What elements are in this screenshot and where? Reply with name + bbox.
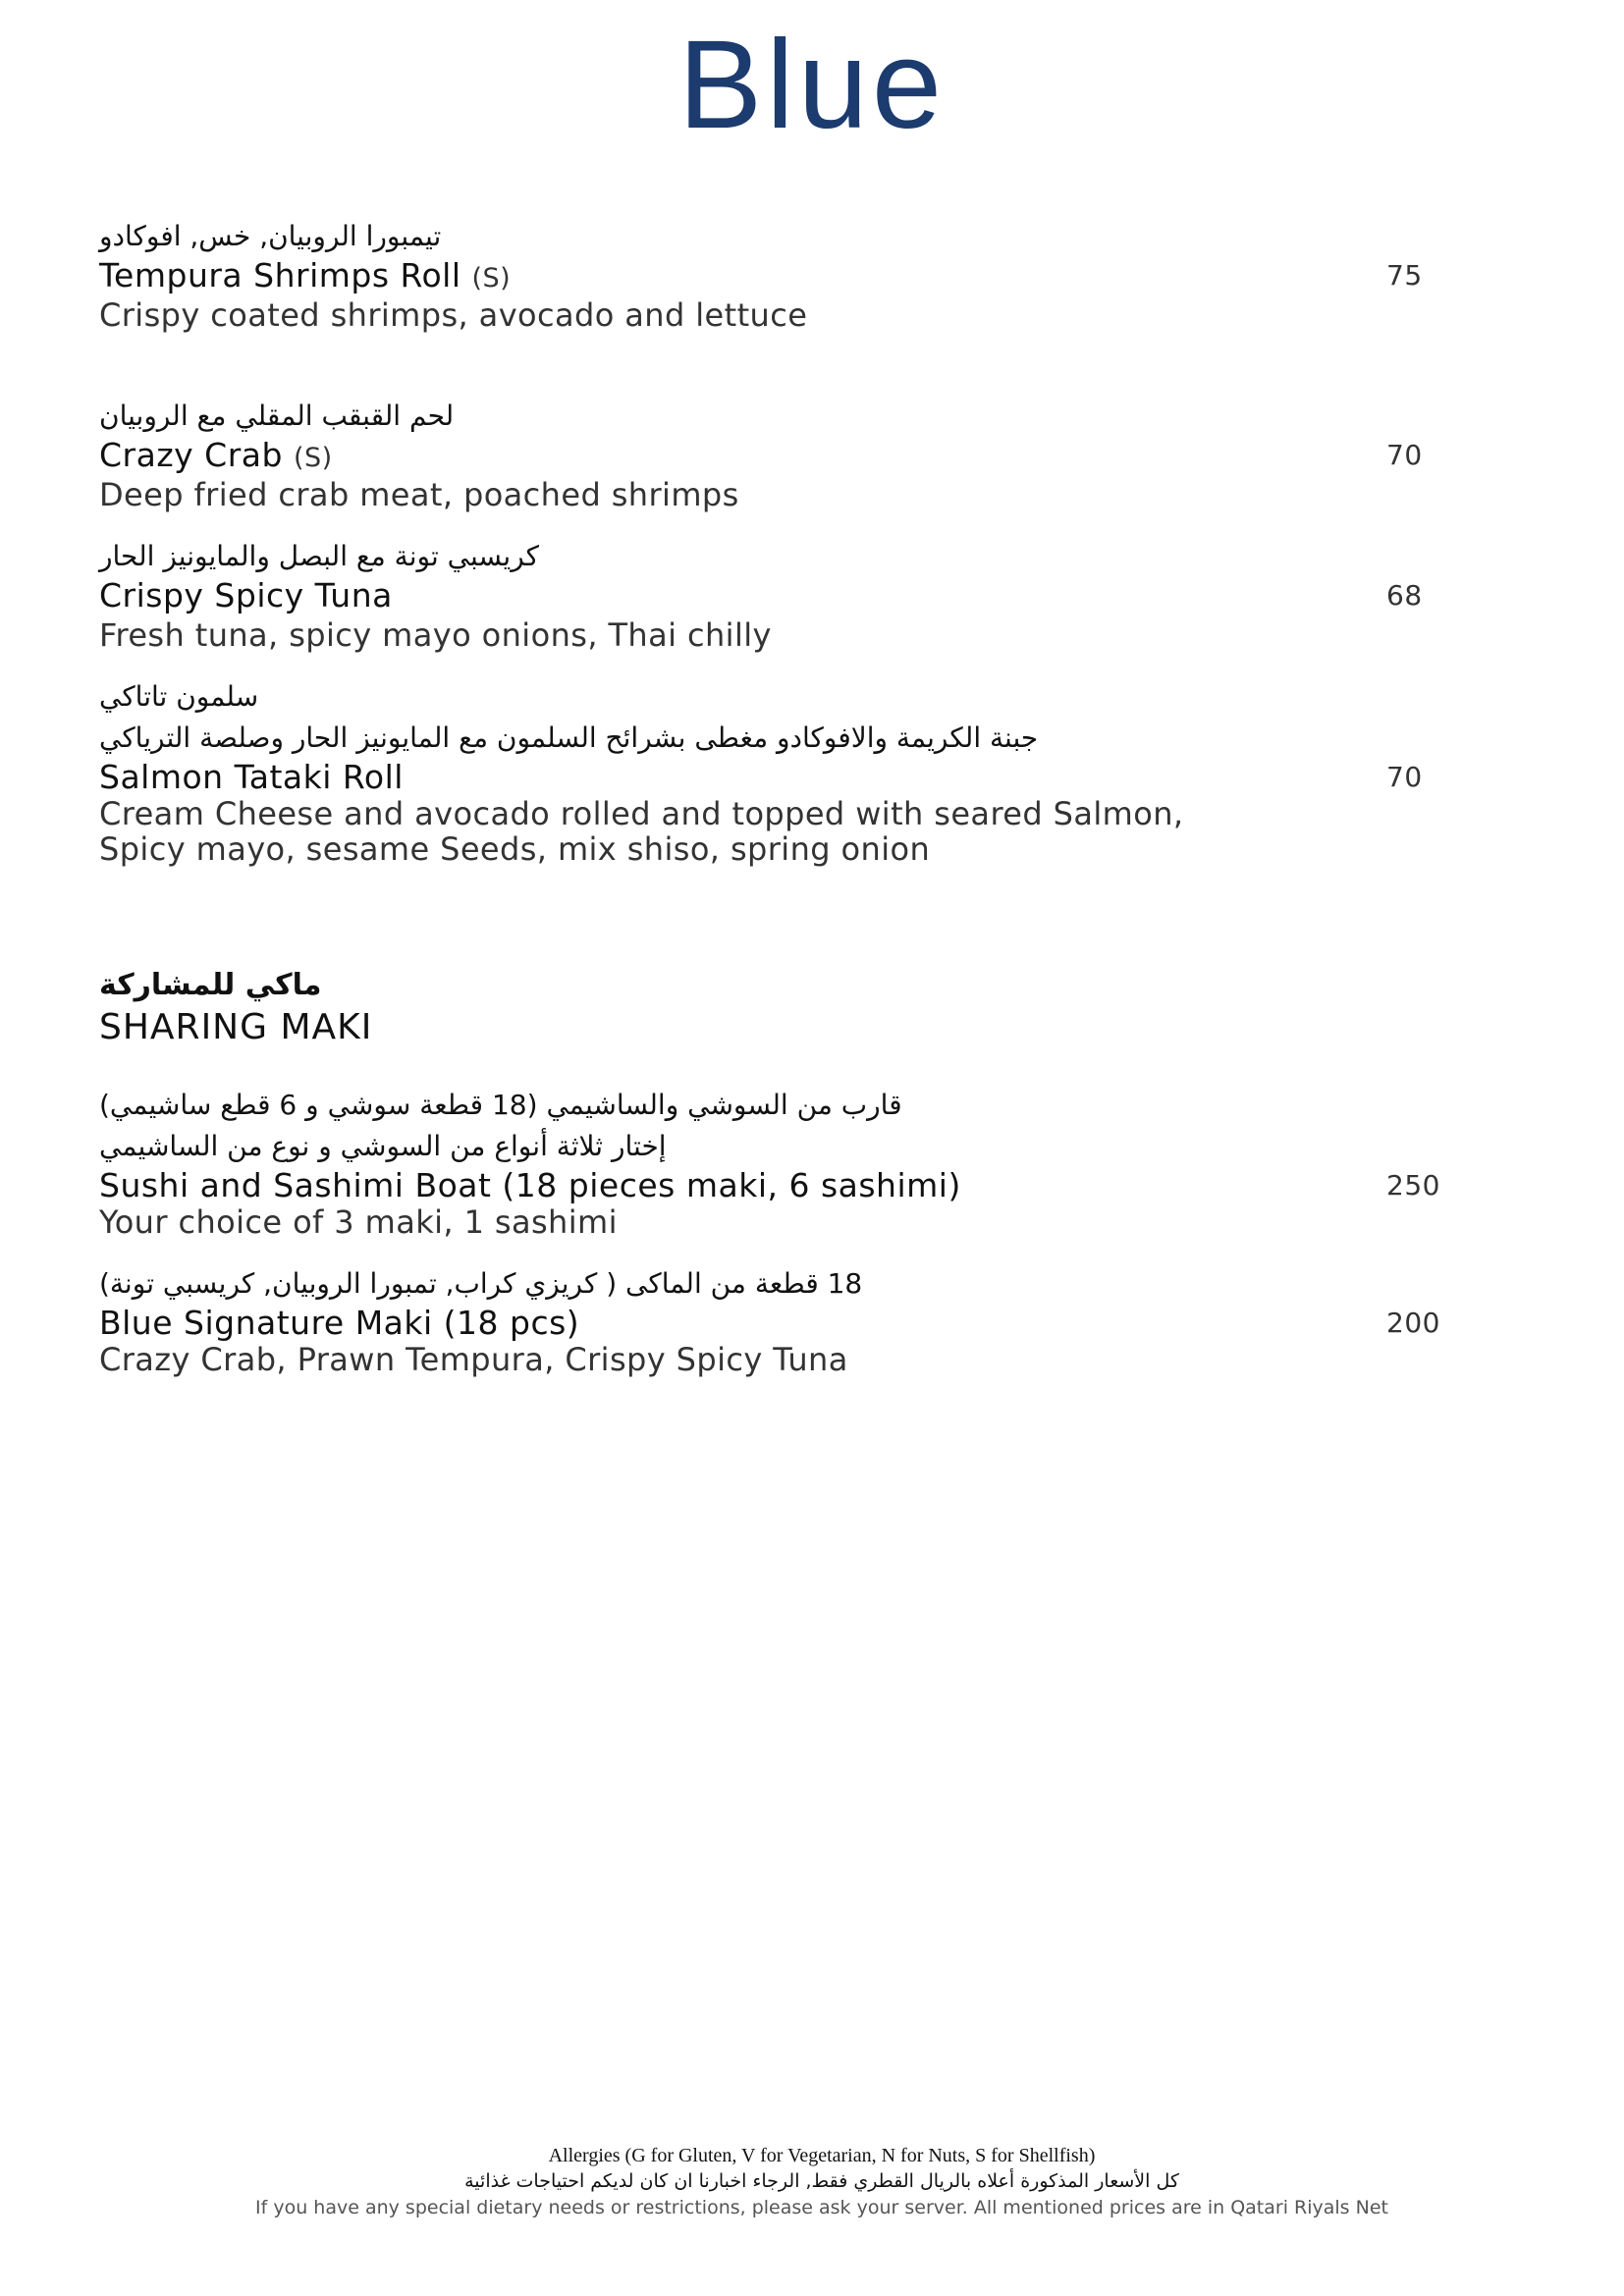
allergen-tag: (S)	[471, 263, 512, 294]
item-price: 200	[1386, 1307, 1440, 1339]
menu-content	[99, 216, 1474, 1377]
item-arabic-name	[99, 676, 1474, 759]
menu-footer	[0, 2143, 1624, 2221]
item-name-row	[99, 1167, 1474, 1204]
description-line: Deep fried crab meat, poached shrimps	[99, 476, 739, 513]
menu-item-salmon-tataki-roll	[99, 676, 1474, 867]
item-arabic-name	[99, 1085, 1474, 1167]
description-line: Spicy mayo, sesame Seeds, mix shiso, spring onion	[99, 830, 931, 868]
description-line: Crazy Crab, Prawn Tempura, Crispy Spicy Tuna	[99, 1341, 848, 1378]
item-arabic-name	[99, 396, 1474, 437]
menu-item-crispy-spicy-tuna	[99, 536, 1474, 653]
menu-item-crazy-crab	[99, 396, 1474, 512]
description-line: Fresh tuna, spicy mayo onions, Thai chilly	[99, 616, 772, 654]
allergies-note: Allergies (G for Gluten, V for Vegetarian, N for Nuts, S for Shellfish)	[548, 2145, 1096, 2166]
arabic-line: تيمبورا الروبيان, خس, افوكادو	[99, 220, 442, 252]
arabic-line: لحم القبقب المقلي مع الروبيان	[99, 400, 455, 432]
item-price: 70	[1386, 439, 1423, 471]
item-price: 70	[1386, 761, 1423, 793]
item-name-row	[99, 257, 1474, 297]
item-description	[99, 297, 1474, 333]
section-arabic-title: ماكي للمشاركة	[99, 968, 322, 1002]
menu-item-blue-signature-maki	[99, 1263, 1474, 1377]
item-arabic-name	[99, 536, 1474, 577]
item-arabic-name	[99, 216, 1474, 257]
section-sharing-maki	[99, 965, 1474, 1049]
arabic-line: كريسبي تونة مع البصل والمايونيز الحار	[99, 540, 539, 572]
item-description	[99, 1342, 1474, 1377]
menu-item-sushi-sashimi-boat	[99, 1085, 1474, 1240]
allergen-tag: (S)	[293, 443, 333, 473]
arabic-line: 18 قطعة من الماكى ( كريزي كراب, تمبورا الروبيان, كريسبي تونة)	[99, 1267, 863, 1300]
description-line: Your choice of 3 maki, 1 sashimi	[99, 1203, 618, 1241]
arabic-pricing-note: كل الأسعار المذكورة أعلاه بالريال القطري فقط, الرجاء اخبارنا ان كان لديكم احتياجات غذائية	[464, 2170, 1179, 2192]
item-price: 250	[1386, 1169, 1440, 1201]
item-name-row	[99, 437, 1474, 477]
item-price: 75	[1386, 259, 1423, 292]
arabic-line: جبنة الكريمة والافوكادو مغطى بشرائح السلمون مع المايونيز الحار وصلصة الترياكي	[99, 721, 1039, 754]
item-description	[99, 1204, 1474, 1240]
item-name-row	[99, 759, 1474, 796]
item-name-row	[99, 1305, 1474, 1342]
arabic-line: سلمون تاتاكي	[99, 680, 259, 713]
item-description	[99, 617, 1474, 653]
item-name-row	[99, 577, 1474, 617]
arabic-line: إختار ثلاثة أنواع من السوشي و نوع من الساشيمي	[99, 1130, 667, 1162]
item-price: 68	[1386, 579, 1423, 612]
dietary-pricing-note: If you have any special dietary needs or restrictions, please ask your server. All mentioned prices are in Qatari Riyals Net	[255, 2197, 1388, 2218]
description-line: Crispy coated shrimps, avocado and lettuce	[99, 296, 808, 334]
item-description	[99, 796, 1474, 867]
brand-logo: Blue	[677, 15, 947, 155]
description-line: Cream Cheese and avocado rolled and topped with seared Salmon,	[99, 795, 1184, 832]
menu-item-tempura-shrimps-roll	[99, 216, 1474, 333]
item-name: Salmon Tataki Roll	[99, 758, 404, 796]
section-title: SHARING MAKI	[99, 1007, 373, 1047]
item-name: Crispy Spicy Tuna	[99, 576, 393, 614]
item-description	[99, 477, 1474, 512]
item-name: Sushi and Sashimi Boat (18 pieces maki, 6 sashimi)	[99, 1166, 961, 1204]
item-arabic-name	[99, 1263, 1474, 1305]
item-name: Crazy Crab	[99, 436, 283, 474]
item-name: Tempura Shrimps Roll	[99, 256, 461, 294]
arabic-line: قارب من السوشي والساشيمي (18 قطعة سوشي و 6 قطع ساشيمي)	[99, 1089, 902, 1121]
item-name: Blue Signature Maki (18 pcs)	[99, 1304, 580, 1342]
